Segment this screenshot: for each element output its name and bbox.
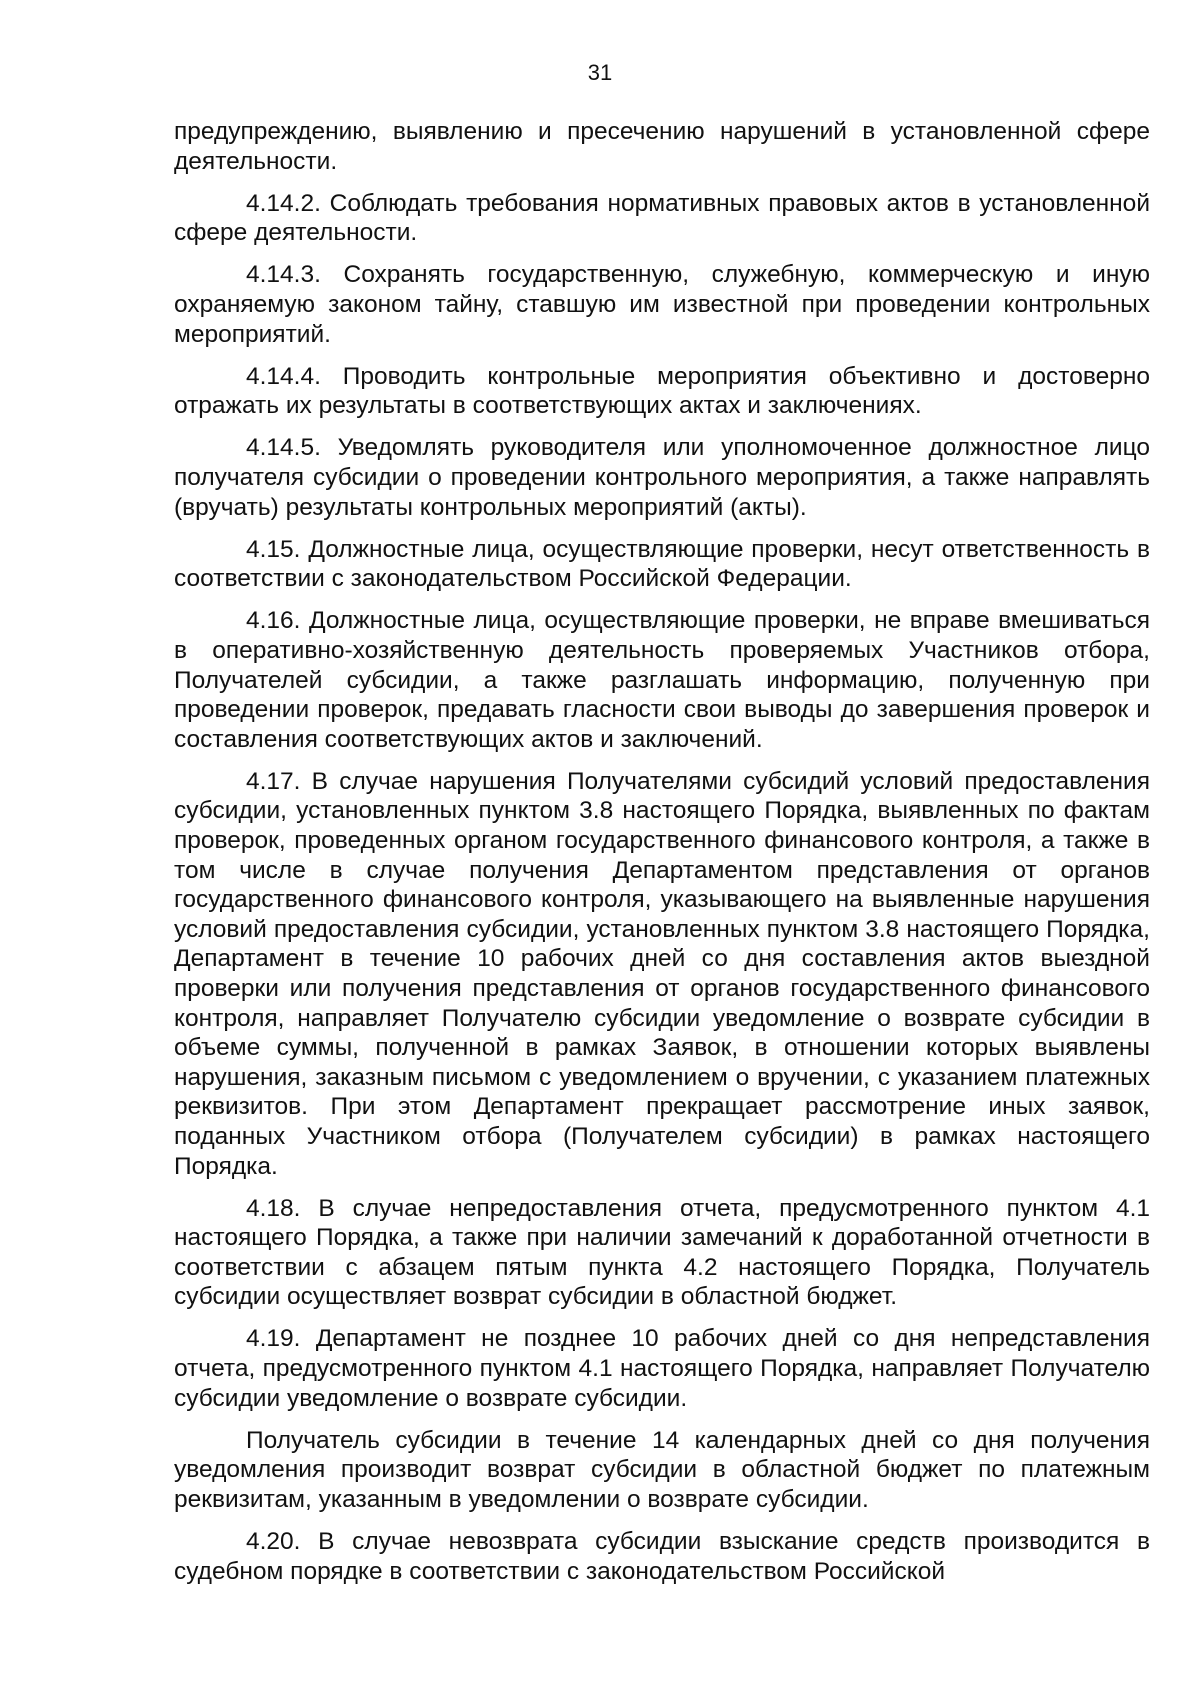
paragraph-4-18: 4.18. В случае непредоставления отчета, предусмотренного пунктом 4.1 настоящего Порядка, а также при наличии замечаний к доработанной отчетности в соответствии с абзацем пятым пункта 4.2 настоящего Порядка, Получатель субсидии осуществляет возврат субсидии в областной бюджет. [174, 1194, 1150, 1311]
document-body [174, 117, 1150, 1599]
paragraph-4-14-5: 4.14.5. Уведомлять руководителя или уполномоченное должностное лицо получателя субсидии о проведении контрольного мероприятия, а также направлять (вручать) результаты контрольных мероприятий (акты). [174, 434, 1150, 521]
paragraph-4-17: 4.17. В случае нарушения Получателями субсидий условий предоставления субсидии, установленных пунктом 3.8 настоящего Порядка, выявленных по фактам проверок, проведенных органом государственного финансового контроля, а также в том числе в случае получения Департаментом представления от органов государственного финансового контроля, указывающего на выявленные нарушения условий предоставления субсидии, установленных пунктом 3.8 настоящего Порядка, Департамент в течение 10 рабочих дней со дня составления актов выездной проверки или получения представления от органов государственного финансового контроля, направляет Получателю субсидии уведомление о возврате субсидии в объеме суммы, полученной в рамках Заявок, в отношении которых выявлены нарушения, заказным письмом с уведомлением о вручении, с указанием платежных реквизитов. При этом Департамент прекращает рассмотрение иных заявок, поданных Участником отбора (Получателем субсидии) в рамках настоящего Порядка. [174, 767, 1150, 1180]
paragraph-4-14-3: 4.14.3. Сохранять государственную, служебную, коммерческую и иную охраняемую законом тайну, ставшую им известной при проведении контрольных мероприятий. [174, 261, 1150, 348]
paragraph-4-15: 4.15. Должностные лица, осуществляющие проверки, несут ответственность в соответствии с законодательством Российской Федерации. [174, 535, 1150, 593]
paragraph-4-14-4: 4.14.4. Проводить контрольные мероприятия объективно и достоверно отражать их результаты в соответствующих актах и заключениях. [174, 362, 1150, 420]
paragraph-4-16: 4.16. Должностные лица, осуществляющие проверки, не вправе вмешиваться в оперативно-хозяйственную деятельность проверяемых Участников отбора, Получателей субсидии, а также разглашать информацию, полученную при проведении проверок, предавать гласности свои выводы до завершения проверок и составления соответствующих актов и заключений. [174, 607, 1150, 753]
paragraph-4-14-2: 4.14.2. Соблюдать требования нормативных правовых актов в установленной сфере деятельности. [174, 189, 1150, 247]
paragraph-continuation: предупреждению, выявлению и пресечению нарушений в установленной сфере деятельности. [174, 118, 1150, 175]
paragraph-4-19-refund: Получатель субсидии в течение 14 календарных дней со дня получения уведомления производит возврат субсидии в областной бюджет по платежным реквизитам, указанным в уведомлении о возврате субсидии. [174, 1426, 1150, 1513]
paragraph-4-20: 4.20. В случае невозврата субсидии взыскание средств производится в судебном порядке в соответствии с законодательством Российской [174, 1528, 1150, 1585]
page-number: 31 [587, 60, 613, 85]
paragraph-4-19: 4.19. Департамент не позднее 10 рабочих дней со дня непредставления отчета, предусмотренного пунктом 4.1 настоящего Порядка, направляет Получателю субсидии уведомление о возврате субсидии. [174, 1325, 1150, 1412]
